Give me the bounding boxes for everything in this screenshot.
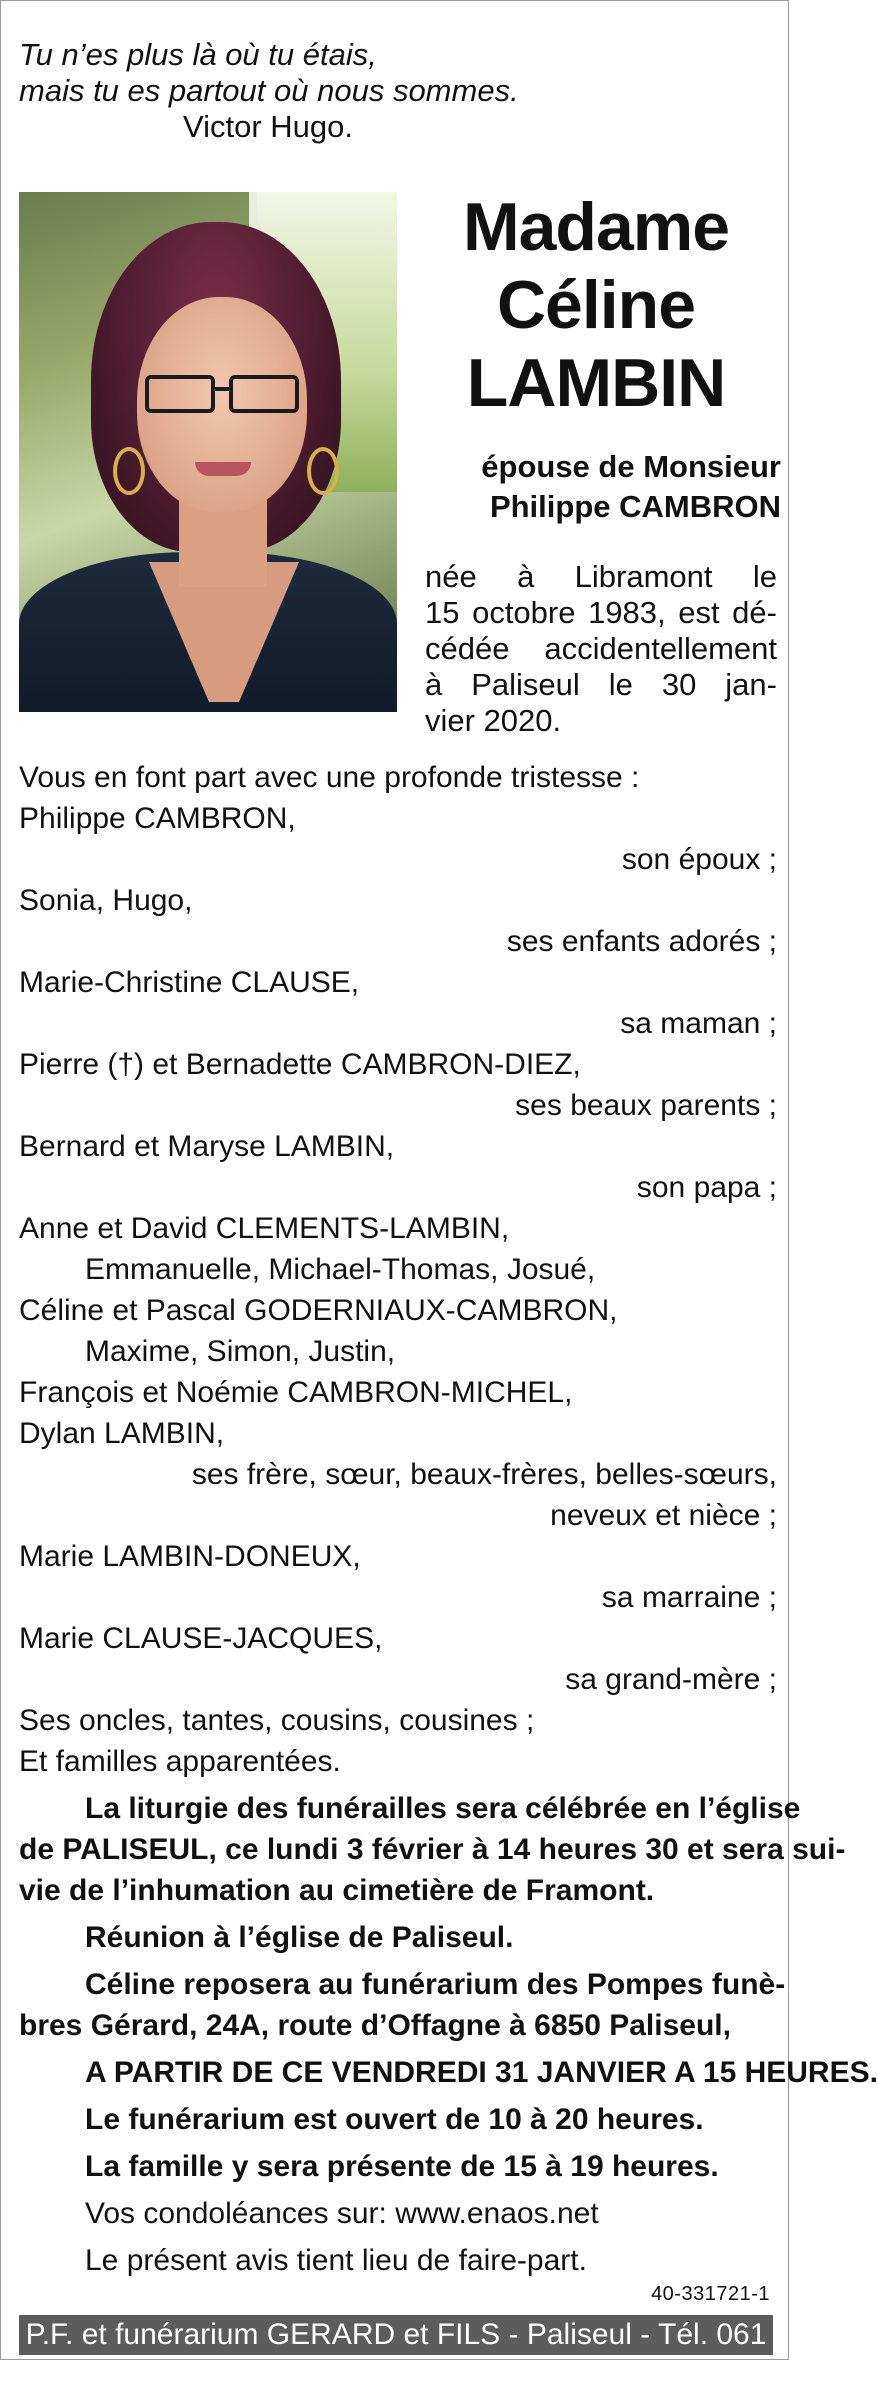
family-member: Et familles apparentées. <box>19 1745 341 1778</box>
birth-line-3: cédée accidentellement <box>425 631 777 666</box>
quote-line-2: mais tu es partout où nous sommes. <box>19 73 519 108</box>
family-member: François et Noémie CAMBRON-MICHEL, <box>19 1376 573 1409</box>
notice-text: Le présent avis tient lieu de faire-part. <box>85 2244 587 2277</box>
family-member: Philippe CAMBRON, <box>19 802 296 835</box>
service-text: Céline reposera au funérarium des Pompes funè- <box>85 1968 786 2001</box>
family-intro: Vous en font part avec une profonde tristesse : <box>19 761 640 794</box>
birth-line-1: née à Libramont le <box>425 559 777 594</box>
family-relation: sa maman ; <box>620 1007 777 1040</box>
reference-number: 40-331721-1 <box>651 2283 770 2305</box>
family-member: Céline et Pascal GODERNIAUX-CAMBRON, <box>19 1294 618 1327</box>
service-text: de PALISEUL, ce lundi 3 février à 14 heures 30 et sera sui- <box>19 1833 846 1866</box>
portrait-photo <box>19 192 397 692</box>
family-member: Sonia, Hugo, <box>19 884 193 917</box>
spouse-line-2: Philippe CAMBRON <box>489 489 781 524</box>
family-relation: sa grand-mère ; <box>565 1663 777 1696</box>
family-member: Marie LAMBIN-DONEUX, <box>19 1540 361 1573</box>
family-relation: son papa ; <box>636 1171 777 1204</box>
family-children: Maxime, Simon, Justin, <box>85 1335 396 1368</box>
family-member: Anne et David CLEMENTS-LAMBIN, <box>19 1212 510 1245</box>
name-last: LAMBIN <box>466 345 726 421</box>
family-relation: ses beaux parents ; <box>515 1089 777 1122</box>
service-text: bres Gérard, 24A, route d’Offagne à 6850 Paliseul, <box>19 2009 731 2042</box>
service-text: La liturgie des funérailles sera célébrée en l’église <box>85 1792 801 1825</box>
birth-death-info <box>425 559 777 739</box>
spouse-line-1: épouse de Monsieur <box>481 449 781 484</box>
family-member: Bernard et Maryse LAMBIN, <box>19 1130 395 1163</box>
name-first: Céline <box>496 267 696 343</box>
family-relation: ses enfants adorés ; <box>506 925 777 958</box>
family-relation: ses frère, sœur, beaux-frères, belles-sœurs, <box>191 1458 777 1491</box>
service-text: vie de l’inhumation au cimetière de Framont. <box>19 1874 655 1907</box>
family-member: Ses oncles, tantes, cousins, cousines ; <box>19 1704 535 1737</box>
spouse-info <box>411 447 781 527</box>
birth-line-4: à Paliseul le 30 jan- <box>425 667 777 702</box>
family-member: Dylan LAMBIN, <box>19 1417 225 1450</box>
family-children: Emmanuelle, Michael-Thomas, Josué, <box>85 1253 596 1286</box>
service-text: Réunion à l’église de Paliseul. <box>85 1921 514 1954</box>
family-and-service-text <box>19 757 878 2281</box>
family-relation: sa marraine ; <box>601 1581 777 1614</box>
family-relation: neveux et nièce ; <box>550 1499 777 1532</box>
birth-line-5: vier 2020. <box>425 703 562 738</box>
family-member: Marie CLAUSE-JACQUES, <box>19 1622 383 1655</box>
quote-line-1: Tu n’es plus là où tu étais, <box>19 37 377 72</box>
service-text: A PARTIR DE CE VENDREDI 31 JANVIER A 15 HEURES. <box>85 2056 878 2089</box>
birth-line-2: 15 octobre 1983, est dé- <box>425 595 777 630</box>
family-member: Marie-Christine CLAUSE, <box>19 966 360 999</box>
quote-author: Victor Hugo. <box>183 109 354 144</box>
family-member: Pierre (†) et Bernadette CAMBRON-DIEZ, <box>19 1048 581 1081</box>
condolences-text: Vos condoléances sur: www.enaos.net <box>85 2197 599 2230</box>
service-text: Le funérarium est ouvert de 10 à 20 heures. <box>85 2103 704 2136</box>
epigraph-quote <box>19 37 639 145</box>
name-title: Madame <box>462 189 730 265</box>
funeral-home-footer: P.F. et funérarium GERARD et FILS - Paliseul - Tél. 061 53 32 84 <box>19 2315 773 2355</box>
service-text: La famille y sera présente de 15 à 19 heures. <box>85 2150 719 2183</box>
family-relation: son époux ; <box>621 843 777 876</box>
